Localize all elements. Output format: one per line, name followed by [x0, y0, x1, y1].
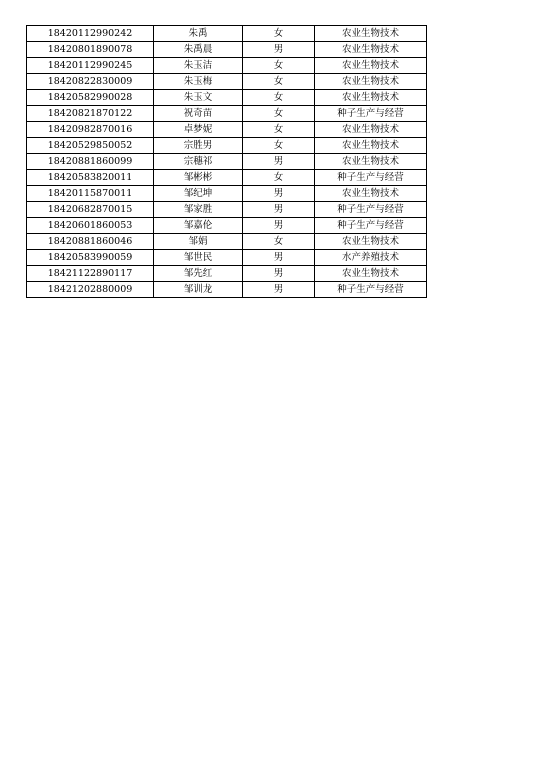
student-id-cell: 18420582990028: [27, 90, 154, 106]
table-row: [27, 154, 427, 170]
major-cell: 农业生物技术: [315, 42, 427, 58]
student-name-cell: 邹家胜: [154, 202, 243, 218]
gender-cell: 女: [243, 106, 315, 122]
student-name-cell: 朱玉文: [154, 90, 243, 106]
student-name-cell: 邹娟: [154, 234, 243, 250]
table-row: [27, 26, 427, 42]
major-cell: 种子生产与经营: [315, 202, 427, 218]
major-cell: 种子生产与经营: [315, 106, 427, 122]
student-id-cell: 18420801890078: [27, 42, 154, 58]
major-cell: 农业生物技术: [315, 186, 427, 202]
student-id-cell: 18420601860053: [27, 218, 154, 234]
table-row: [27, 266, 427, 282]
student-table-body: [27, 26, 427, 298]
student-id-cell: 18421122890117: [27, 266, 154, 282]
major-cell: 农业生物技术: [315, 58, 427, 74]
gender-cell: 女: [243, 138, 315, 154]
gender-cell: 女: [243, 90, 315, 106]
gender-cell: 女: [243, 170, 315, 186]
major-cell: 农业生物技术: [315, 154, 427, 170]
student-name-cell: 邹纪坤: [154, 186, 243, 202]
student-name-cell: 邹嘉伦: [154, 218, 243, 234]
gender-cell: 女: [243, 234, 315, 250]
gender-cell: 女: [243, 26, 315, 42]
student-name-cell: 宗穗祁: [154, 154, 243, 170]
student-id-cell: 18420112990242: [27, 26, 154, 42]
student-name-cell: 祝奇苗: [154, 106, 243, 122]
student-id-cell: 18420821870122: [27, 106, 154, 122]
major-cell: 农业生物技术: [315, 26, 427, 42]
student-id-cell: 18420982870016: [27, 122, 154, 138]
table-row: [27, 42, 427, 58]
student-list-sheet: [26, 25, 426, 298]
student-name-cell: 邹先红: [154, 266, 243, 282]
gender-cell: 男: [243, 282, 315, 298]
table-row: [27, 250, 427, 266]
student-name-cell: 卓梦妮: [154, 122, 243, 138]
table-row: [27, 202, 427, 218]
major-cell: 水产养殖技术: [315, 250, 427, 266]
gender-cell: 女: [243, 58, 315, 74]
student-id-cell: 18420583820011: [27, 170, 154, 186]
student-id-cell: 18420682870015: [27, 202, 154, 218]
gender-cell: 男: [243, 250, 315, 266]
student-id-cell: 18420881860099: [27, 154, 154, 170]
gender-cell: 男: [243, 266, 315, 282]
student-name-cell: 朱禹: [154, 26, 243, 42]
table-row: [27, 138, 427, 154]
student-name-cell: 宗胜男: [154, 138, 243, 154]
major-cell: 农业生物技术: [315, 122, 427, 138]
major-cell: 种子生产与经营: [315, 218, 427, 234]
student-id-cell: 18420822830009: [27, 74, 154, 90]
student-name-cell: 朱禹晨: [154, 42, 243, 58]
gender-cell: 男: [243, 42, 315, 58]
major-cell: 农业生物技术: [315, 90, 427, 106]
student-id-cell: 18420529850052: [27, 138, 154, 154]
student-name-cell: 朱玉洁: [154, 58, 243, 74]
gender-cell: 男: [243, 186, 315, 202]
gender-cell: 男: [243, 154, 315, 170]
gender-cell: 男: [243, 202, 315, 218]
student-name-cell: 邹世民: [154, 250, 243, 266]
student-name-cell: 朱玉梅: [154, 74, 243, 90]
table-row: [27, 170, 427, 186]
student-table: [26, 25, 427, 298]
major-cell: 种子生产与经营: [315, 282, 427, 298]
major-cell: 种子生产与经营: [315, 170, 427, 186]
table-row: [27, 58, 427, 74]
table-row: [27, 234, 427, 250]
table-row: [27, 186, 427, 202]
major-cell: 农业生物技术: [315, 74, 427, 90]
table-row: [27, 218, 427, 234]
major-cell: 农业生物技术: [315, 138, 427, 154]
student-id-cell: 18421202880009: [27, 282, 154, 298]
student-id-cell: 18420112990245: [27, 58, 154, 74]
student-name-cell: 邹彬彬: [154, 170, 243, 186]
major-cell: 农业生物技术: [315, 234, 427, 250]
table-row: [27, 122, 427, 138]
major-cell: 农业生物技术: [315, 266, 427, 282]
table-row: [27, 74, 427, 90]
table-row: [27, 90, 427, 106]
student-id-cell: 18420115870011: [27, 186, 154, 202]
gender-cell: 女: [243, 74, 315, 90]
table-row: [27, 282, 427, 298]
student-name-cell: 邹训龙: [154, 282, 243, 298]
student-id-cell: 18420881860046: [27, 234, 154, 250]
gender-cell: 女: [243, 122, 315, 138]
table-row: [27, 106, 427, 122]
gender-cell: 男: [243, 218, 315, 234]
student-id-cell: 18420583990059: [27, 250, 154, 266]
